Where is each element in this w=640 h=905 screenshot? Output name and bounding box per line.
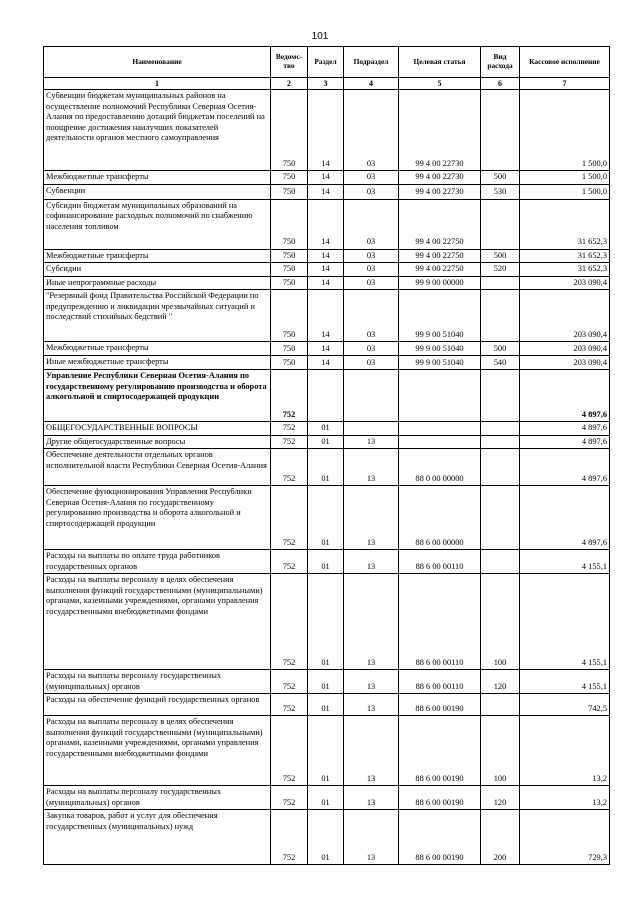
row-razdel: 14	[308, 90, 344, 171]
row-amount: 31 652,3	[520, 263, 610, 277]
table-row	[44, 276, 610, 290]
row-expense-type	[481, 422, 520, 436]
row-razdel: 01	[308, 810, 344, 865]
row-target-article: 88 6 00 00000	[399, 486, 481, 550]
row-vedomstvo: 752	[271, 694, 308, 716]
header-amount: Кассовое исполнение	[520, 47, 610, 78]
row-razdel: 14	[308, 290, 344, 342]
row-name: Расходы на выплаты персоналу государственных (муниципальных) органов	[44, 786, 271, 810]
row-razdel: 14	[308, 249, 344, 263]
row-expense-type	[481, 199, 520, 249]
row-vedomstvo: 750	[271, 342, 308, 356]
row-vedomstvo: 750	[271, 249, 308, 263]
row-razdel: 01	[308, 422, 344, 436]
row-vedomstvo: 750	[271, 90, 308, 171]
row-target-article: 88 6 00 00190	[399, 716, 481, 786]
row-podrazdel: 03	[344, 276, 399, 290]
row-razdel: 01	[308, 435, 344, 449]
row-name: Расходы на выплаты персоналу государственных (муниципальных) органов	[44, 670, 271, 694]
row-target-article: 99 4 00 22750	[399, 263, 481, 277]
row-podrazdel: 03	[344, 263, 399, 277]
column-index: 5	[399, 78, 481, 90]
row-target-article: 99 4 00 22730	[399, 171, 481, 185]
row-expense-type	[481, 449, 520, 486]
table-row	[44, 370, 610, 422]
column-index: 2	[271, 78, 308, 90]
row-name: Иные межбюджетные трансферты	[44, 356, 271, 370]
row-expense-type	[481, 435, 520, 449]
budget-execution-table	[43, 46, 610, 865]
row-razdel: 14	[308, 171, 344, 185]
row-razdel: 01	[308, 786, 344, 810]
row-target-article: 88 0 00 00000	[399, 449, 481, 486]
row-expense-type: 200	[481, 810, 520, 865]
row-name: Обеспечение деятельности отдельных органов исполнительной власти Республики Северная Осетия-Алания	[44, 449, 271, 486]
row-expense-type	[481, 370, 520, 422]
row-expense-type: 120	[481, 786, 520, 810]
row-amount: 203 090,4	[520, 290, 610, 342]
row-target-article: 99 9 00 51040	[399, 342, 481, 356]
row-podrazdel: 13	[344, 550, 399, 574]
row-vedomstvo: 752	[271, 449, 308, 486]
row-target-article: 88 6 00 00110	[399, 574, 481, 670]
table-row	[44, 171, 610, 185]
row-target-article: 88 6 00 00190	[399, 786, 481, 810]
row-vedomstvo: 752	[271, 435, 308, 449]
row-razdel: 14	[308, 263, 344, 277]
row-podrazdel: 13	[344, 449, 399, 486]
table-row	[44, 249, 610, 263]
row-podrazdel: 03	[344, 184, 399, 199]
row-target-article	[399, 422, 481, 436]
row-podrazdel: 13	[344, 694, 399, 716]
row-razdel: 14	[308, 184, 344, 199]
row-expense-type: 540	[481, 356, 520, 370]
row-amount: 4 155,1	[520, 550, 610, 574]
table-row	[44, 694, 610, 716]
row-amount: 4 897,6	[520, 422, 610, 436]
row-expense-type: 100	[481, 716, 520, 786]
row-name: Субсидии бюджетам муниципальных образований на софинансирование расходных полномочий по снабжению населения топливом	[44, 199, 271, 249]
row-target-article: 99 4 00 22750	[399, 199, 481, 249]
row-expense-type: 500	[481, 249, 520, 263]
row-target-article: 99 9 00 51040	[399, 290, 481, 342]
row-amount: 1 500,0	[520, 184, 610, 199]
row-vedomstvo: 750	[271, 276, 308, 290]
row-podrazdel: 13	[344, 716, 399, 786]
row-amount: 13,2	[520, 716, 610, 786]
row-amount: 203 090,4	[520, 356, 610, 370]
row-name: Обеспечение функционирования Управления Республики Северная Осетия-Алания по государственному регулированию производства и оборота алкогольной и спиртосодержащей продукции	[44, 486, 271, 550]
page-number: 101	[311, 31, 329, 42]
table-row	[44, 574, 610, 670]
row-target-article: 99 4 00 22730	[399, 90, 481, 171]
row-expense-type: 120	[481, 670, 520, 694]
row-vedomstvo: 750	[271, 263, 308, 277]
row-razdel	[308, 370, 344, 422]
row-vedomstvo: 750	[271, 290, 308, 342]
row-podrazdel: 13	[344, 670, 399, 694]
table-row	[44, 670, 610, 694]
table-row	[44, 486, 610, 550]
row-expense-type: 520	[481, 263, 520, 277]
row-amount: 203 090,4	[520, 276, 610, 290]
row-podrazdel	[344, 422, 399, 436]
row-name: Другие общегосударственные вопросы	[44, 435, 271, 449]
row-vedomstvo: 750	[271, 356, 308, 370]
row-podrazdel: 03	[344, 290, 399, 342]
row-expense-type	[481, 694, 520, 716]
row-amount: 4 155,1	[520, 670, 610, 694]
row-name: Межбюджетные трансферты	[44, 171, 271, 185]
row-amount: 1 500,0	[520, 90, 610, 171]
row-name: Иные непрограммные расходы	[44, 276, 271, 290]
row-name: Субсидии	[44, 263, 271, 277]
table-row	[44, 356, 610, 370]
row-name: Расходы на выплаты по оплате труда работников государственных органов	[44, 550, 271, 574]
row-podrazdel: 03	[344, 90, 399, 171]
header-expense-type: Вид расхода	[481, 47, 520, 78]
row-razdel: 01	[308, 670, 344, 694]
row-vedomstvo: 752	[271, 670, 308, 694]
row-target-article	[399, 435, 481, 449]
row-amount: 1 500,0	[520, 171, 610, 185]
row-vedomstvo: 752	[271, 370, 308, 422]
column-index: 3	[308, 78, 344, 90]
row-podrazdel: 13	[344, 486, 399, 550]
table-row	[44, 342, 610, 356]
row-podrazdel: 03	[344, 356, 399, 370]
row-podrazdel: 13	[344, 786, 399, 810]
row-name: "Резервный фонд Правительства Российской Федерации по предупреждению и ликвидации чрезвычайных ситуаций и последствий стихийных бедствий "	[44, 290, 271, 342]
header-vedomstvo: Ведомс-тво	[271, 47, 308, 78]
row-razdel: 01	[308, 550, 344, 574]
row-expense-type: 500	[481, 171, 520, 185]
row-podrazdel: 13	[344, 574, 399, 670]
row-podrazdel: 03	[344, 342, 399, 356]
row-podrazdel: 03	[344, 199, 399, 249]
row-target-article: 99 4 00 22730	[399, 184, 481, 199]
row-razdel: 01	[308, 486, 344, 550]
row-target-article: 99 9 00 51040	[399, 356, 481, 370]
row-name: Субвенции бюджетам муниципальных районов на осуществление полномочий Республики Северная Осетия-Алания по предоставлению дотаций бюджетам поселений на поощрение достижения наилучших показателей деятельности органов местного самоуправления	[44, 90, 271, 171]
row-amount: 13,2	[520, 786, 610, 810]
row-amount: 4 155,1	[520, 574, 610, 670]
column-index-row	[44, 78, 610, 90]
row-expense-type	[481, 550, 520, 574]
row-amount: 31 652,3	[520, 199, 610, 249]
row-target-article: 88 6 00 00190	[399, 810, 481, 865]
column-index: 6	[481, 78, 520, 90]
row-podrazdel: 03	[344, 249, 399, 263]
row-name: Закупка товаров, работ и услуг для обеспечения государственных (муниципальных) нужд	[44, 810, 271, 865]
table-row	[44, 290, 610, 342]
row-razdel: 01	[308, 694, 344, 716]
row-expense-type	[481, 90, 520, 171]
row-name: Расходы на обеспечение функций государственных органов	[44, 694, 271, 716]
row-expense-type: 500	[481, 342, 520, 356]
header-podrazdel: Подраздел	[344, 47, 399, 78]
row-vedomstvo: 752	[271, 716, 308, 786]
row-name: Расходы на выплаты персоналу в целях обеспечения выполнения функций государственными (муниципальными) органами, казенными учреждениями, органами управления государственными внебюджетными фондами	[44, 574, 271, 670]
row-target-article	[399, 370, 481, 422]
table-row	[44, 263, 610, 277]
row-target-article: 99 4 00 22750	[399, 249, 481, 263]
table-row	[44, 716, 610, 786]
row-amount: 4 897,6	[520, 449, 610, 486]
row-razdel: 14	[308, 356, 344, 370]
row-vedomstvo: 752	[271, 810, 308, 865]
row-razdel: 01	[308, 449, 344, 486]
row-expense-type	[481, 486, 520, 550]
row-name: Расходы на выплаты персоналу в целях обеспечения выполнения функций государственными (муниципальными) органами, казенными учреждениями, органами управления государственными внебюджетными фондами	[44, 716, 271, 786]
table-row	[44, 184, 610, 199]
row-podrazdel	[344, 370, 399, 422]
row-razdel: 01	[308, 574, 344, 670]
row-amount: 4 897,6	[520, 370, 610, 422]
row-amount: 4 897,6	[520, 486, 610, 550]
table-row	[44, 435, 610, 449]
row-expense-type	[481, 276, 520, 290]
row-expense-type: 530	[481, 184, 520, 199]
row-vedomstvo: 752	[271, 786, 308, 810]
row-podrazdel: 13	[344, 435, 399, 449]
header-name: Наименование	[44, 47, 271, 78]
table-row	[44, 786, 610, 810]
row-razdel: 14	[308, 276, 344, 290]
row-razdel: 14	[308, 342, 344, 356]
row-vedomstvo: 752	[271, 574, 308, 670]
row-name: ОБЩЕГОСУДАРСТВЕННЫЕ ВОПРОСЫ	[44, 422, 271, 436]
table-row	[44, 449, 610, 486]
row-name: Управление Республики Северная Осетия-Алания по государственному регулированию производства и оборота алкогольной и спиртосодержащей продукции	[44, 370, 271, 422]
column-index: 1	[44, 78, 271, 90]
row-vedomstvo: 752	[271, 422, 308, 436]
header-razdel: Раздел	[308, 47, 344, 78]
row-expense-type: 100	[481, 574, 520, 670]
table-row	[44, 90, 610, 171]
row-vedomstvo: 750	[271, 199, 308, 249]
row-expense-type	[481, 290, 520, 342]
row-razdel: 14	[308, 199, 344, 249]
row-podrazdel: 03	[344, 171, 399, 185]
row-amount: 203 090,4	[520, 342, 610, 356]
header-target-article: Целевая статья	[399, 47, 481, 78]
row-amount: 4 897,6	[520, 435, 610, 449]
row-vedomstvo: 750	[271, 171, 308, 185]
header-row	[44, 47, 610, 78]
row-podrazdel: 13	[344, 810, 399, 865]
row-name: Межбюджетные трансферты	[44, 249, 271, 263]
column-index: 4	[344, 78, 399, 90]
row-vedomstvo: 750	[271, 184, 308, 199]
row-target-article: 99 9 00 00000	[399, 276, 481, 290]
row-target-article: 88 6 00 00110	[399, 670, 481, 694]
column-index: 7	[520, 78, 610, 90]
table-row	[44, 422, 610, 436]
row-target-article: 88 6 00 00190	[399, 694, 481, 716]
row-vedomstvo: 752	[271, 550, 308, 574]
table-row	[44, 810, 610, 865]
row-amount: 729,3	[520, 810, 610, 865]
table-row	[44, 550, 610, 574]
table-row	[44, 199, 610, 249]
row-target-article: 88 6 00 00110	[399, 550, 481, 574]
row-name: Межбюджетные трансферты	[44, 342, 271, 356]
row-vedomstvo: 752	[271, 486, 308, 550]
row-razdel: 01	[308, 716, 344, 786]
row-name: Субвенции	[44, 184, 271, 199]
row-amount: 31 652,3	[520, 249, 610, 263]
row-amount: 742,5	[520, 694, 610, 716]
